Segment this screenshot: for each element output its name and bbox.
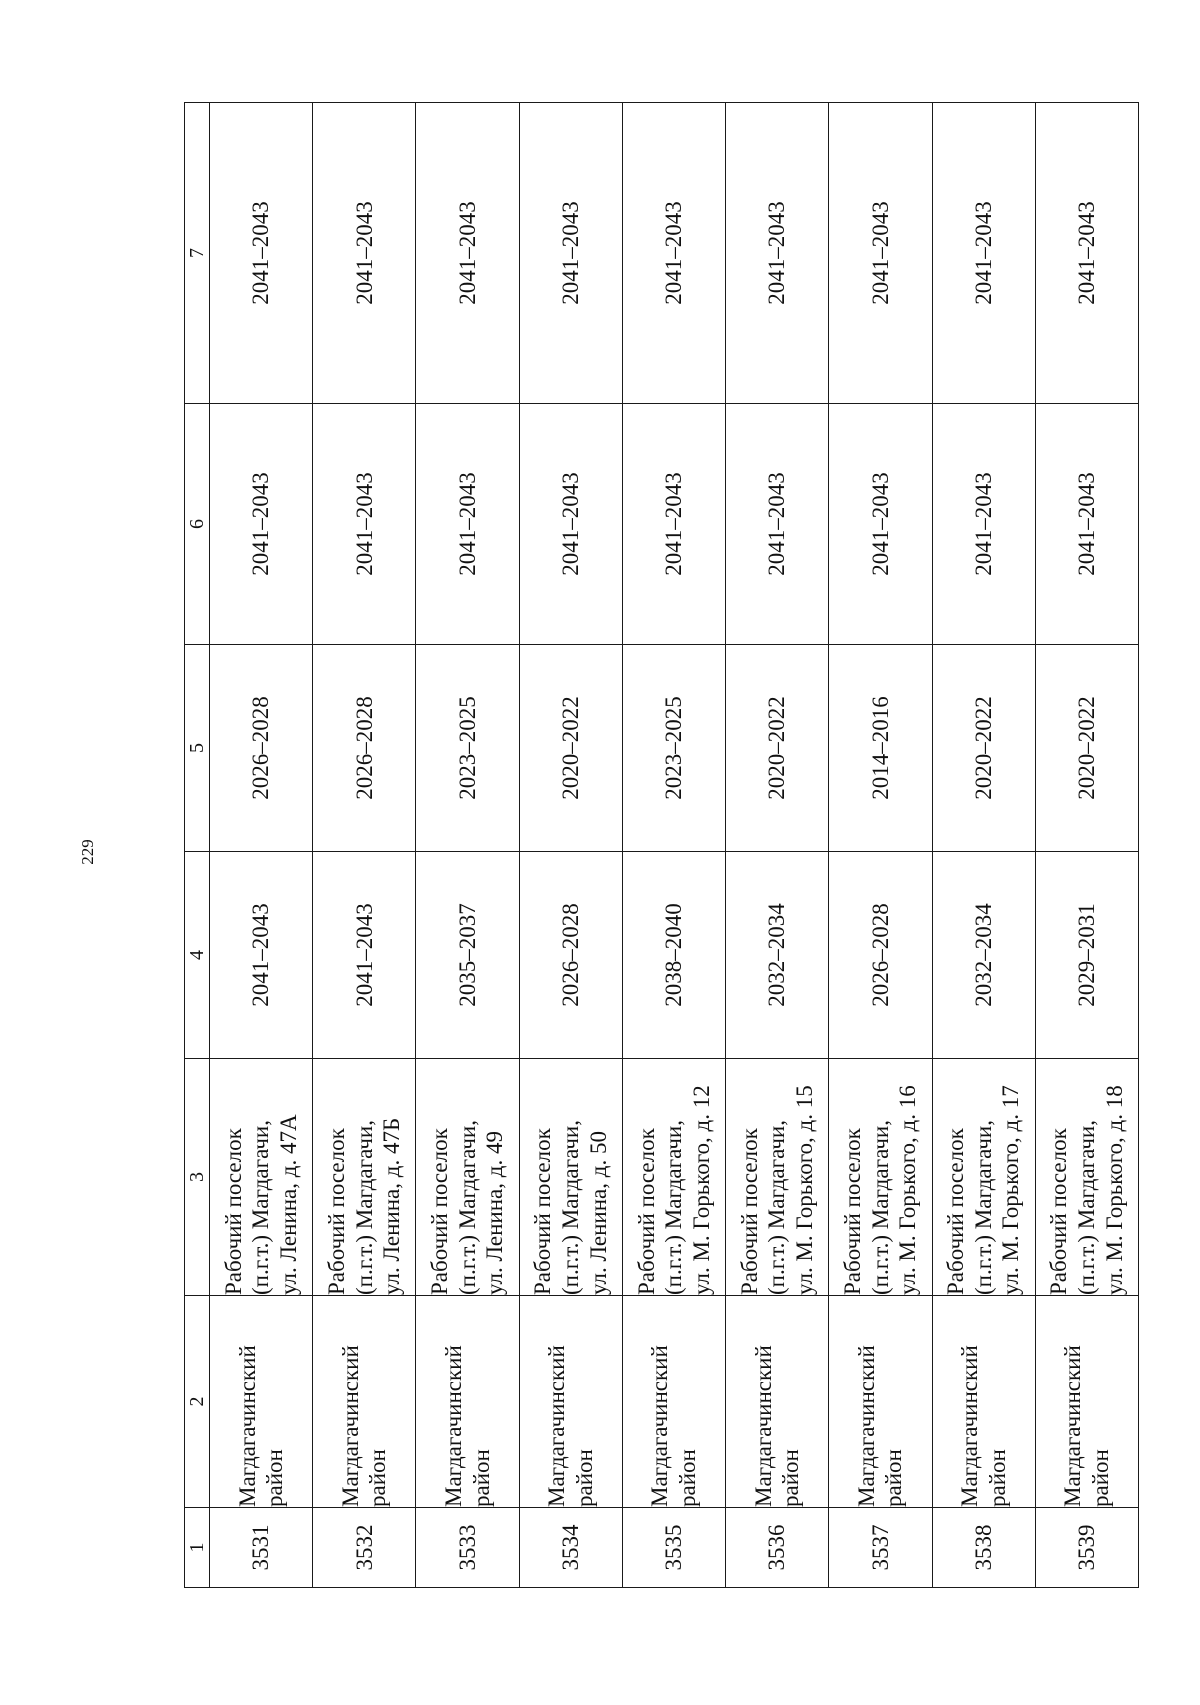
address-line: Рабочий поселок <box>633 1128 659 1295</box>
row-number: 3536 <box>726 1508 829 1588</box>
period-col-5: 2023–2025 <box>622 645 725 852</box>
address-line: (п.г.т.) Магдагачи, <box>557 1120 583 1295</box>
address-line: ул. Ленина, д. 49 <box>482 1131 508 1295</box>
address-line: Рабочий поселок <box>220 1128 246 1295</box>
row-number: 3534 <box>519 1508 622 1588</box>
period-col-4: 2041–2043 <box>313 852 416 1059</box>
period-col-5: 2023–2025 <box>416 645 519 852</box>
address-line: Рабочий поселок <box>736 1128 762 1295</box>
address-line: ул. Ленина, д. 47А <box>275 1114 301 1295</box>
period-col-7: 2041–2043 <box>726 103 829 404</box>
header-col-7: 7 <box>185 103 210 404</box>
address-line: (п.г.т.) Магдагачи, <box>970 1120 996 1295</box>
address-line: ул. М. Горького, д. 18 <box>1101 1085 1127 1295</box>
address-cell <box>829 1059 932 1296</box>
district-cell: Магдагачинский район <box>829 1296 932 1508</box>
period-col-7: 2041–2043 <box>210 103 313 404</box>
address-line: ул. Ленина, д. 47Б <box>379 1117 405 1295</box>
period-col-6: 2041–2043 <box>313 404 416 645</box>
period-col-5: 2026–2028 <box>313 645 416 852</box>
period-col-7: 2041–2043 <box>932 103 1035 404</box>
address-line: (п.г.т.) Магдагачи, <box>248 1120 274 1295</box>
period-col-6: 2041–2043 <box>519 404 622 645</box>
address-line: Рабочий поселок <box>323 1128 349 1295</box>
address-line: Рабочий поселок <box>530 1128 556 1295</box>
row-number: 3538 <box>932 1508 1035 1588</box>
header-col-3: 3 <box>185 1059 210 1296</box>
period-col-5: 2014–2016 <box>829 645 932 852</box>
table-row <box>726 103 829 1588</box>
table-row <box>519 103 622 1588</box>
address-line: Рабочий поселок <box>943 1128 969 1295</box>
header-col-2: 2 <box>185 1296 210 1508</box>
period-col-6: 2041–2043 <box>829 404 932 645</box>
address-cell <box>313 1059 416 1296</box>
period-col-6: 2041–2043 <box>416 404 519 645</box>
address-cell <box>726 1059 829 1296</box>
address-cell <box>932 1059 1035 1296</box>
period-col-7: 2041–2043 <box>829 103 932 404</box>
header-row <box>185 103 210 1588</box>
period-col-5: 2026–2028 <box>210 645 313 852</box>
period-col-5: 2020–2022 <box>726 645 829 852</box>
row-number: 3531 <box>210 1508 313 1588</box>
address-line: (п.г.т.) Магдагачи, <box>661 1120 687 1295</box>
header-col-5: 5 <box>185 645 210 852</box>
address-line: ул. М. Горького, д. 12 <box>688 1085 714 1295</box>
period-col-4: 2038–2040 <box>622 852 725 1059</box>
table-row <box>622 103 725 1588</box>
period-col-7: 2041–2043 <box>313 103 416 404</box>
period-col-6: 2041–2043 <box>210 404 313 645</box>
period-col-6: 2041–2043 <box>726 404 829 645</box>
table-row <box>416 103 519 1588</box>
period-col-7: 2041–2043 <box>622 103 725 404</box>
address-line: ул. М. Горького, д. 16 <box>895 1085 921 1295</box>
period-col-4: 2029–2031 <box>1035 852 1138 1059</box>
row-number: 3533 <box>416 1508 519 1588</box>
address-line: ул. Ленина, д. 50 <box>585 1131 611 1295</box>
address-line: (п.г.т.) Магдагачи, <box>764 1120 790 1295</box>
period-col-4: 2032–2034 <box>932 852 1035 1059</box>
address-line: (п.г.т.) Магдагачи, <box>867 1120 893 1295</box>
row-number: 3539 <box>1035 1508 1138 1588</box>
page-number: 229 <box>78 839 97 865</box>
table-frame <box>184 103 1139 1588</box>
period-col-5: 2020–2022 <box>519 645 622 852</box>
header-col-4: 4 <box>185 852 210 1059</box>
period-col-5: 2020–2022 <box>932 645 1035 852</box>
table-row <box>1035 103 1138 1588</box>
district-cell: Магдагачинский район <box>416 1296 519 1508</box>
period-col-7: 2041–2043 <box>1035 103 1138 404</box>
table-row <box>932 103 1035 1588</box>
row-number: 3537 <box>829 1508 932 1588</box>
address-cell <box>1035 1059 1138 1296</box>
district-cell: Магдагачинский район <box>932 1296 1035 1508</box>
period-col-4: 2026–2028 <box>519 852 622 1059</box>
period-col-7: 2041–2043 <box>519 103 622 404</box>
address-line: Рабочий поселок <box>427 1128 453 1295</box>
district-cell: Магдагачинский район <box>726 1296 829 1508</box>
district-cell: Магдагачинский район <box>519 1296 622 1508</box>
registry-table <box>184 102 1139 1588</box>
row-number: 3532 <box>313 1508 416 1588</box>
district-cell: Магдагачинский район <box>1035 1296 1138 1508</box>
period-col-6: 2041–2043 <box>1035 404 1138 645</box>
district-cell: Магдагачинский район <box>210 1296 313 1508</box>
address-line: ул. М. Горького, д. 15 <box>792 1085 817 1295</box>
address-line: (п.г.т.) Магдагачи, <box>1074 1120 1100 1295</box>
address-cell <box>210 1059 313 1296</box>
address-line: Рабочий поселок <box>1046 1128 1072 1295</box>
period-col-4: 2035–2037 <box>416 852 519 1059</box>
address-line: ул. М. Горького, д. 17 <box>998 1085 1024 1295</box>
row-number: 3535 <box>622 1508 725 1588</box>
address-line: (п.г.т.) Магдагачи, <box>351 1120 377 1295</box>
address-line: (п.г.т.) Магдагачи, <box>454 1120 480 1295</box>
table-row <box>210 103 313 1588</box>
period-col-7: 2041–2043 <box>416 103 519 404</box>
table-row <box>313 103 416 1588</box>
period-col-4: 2026–2028 <box>829 852 932 1059</box>
district-cell: Магдагачинский район <box>622 1296 725 1508</box>
header-col-6: 6 <box>185 404 210 645</box>
district-cell: Магдагачинский район <box>313 1296 416 1508</box>
address-cell <box>622 1059 725 1296</box>
period-col-6: 2041–2043 <box>932 404 1035 645</box>
period-col-5: 2020–2022 <box>1035 645 1138 852</box>
period-col-4: 2041–2043 <box>210 852 313 1059</box>
table-row <box>829 103 932 1588</box>
address-line: Рабочий поселок <box>840 1128 866 1295</box>
address-cell <box>416 1059 519 1296</box>
header-col-1: 1 <box>185 1508 210 1588</box>
address-cell <box>519 1059 622 1296</box>
period-col-4: 2032–2034 <box>726 852 829 1059</box>
period-col-6: 2041–2043 <box>622 404 725 645</box>
